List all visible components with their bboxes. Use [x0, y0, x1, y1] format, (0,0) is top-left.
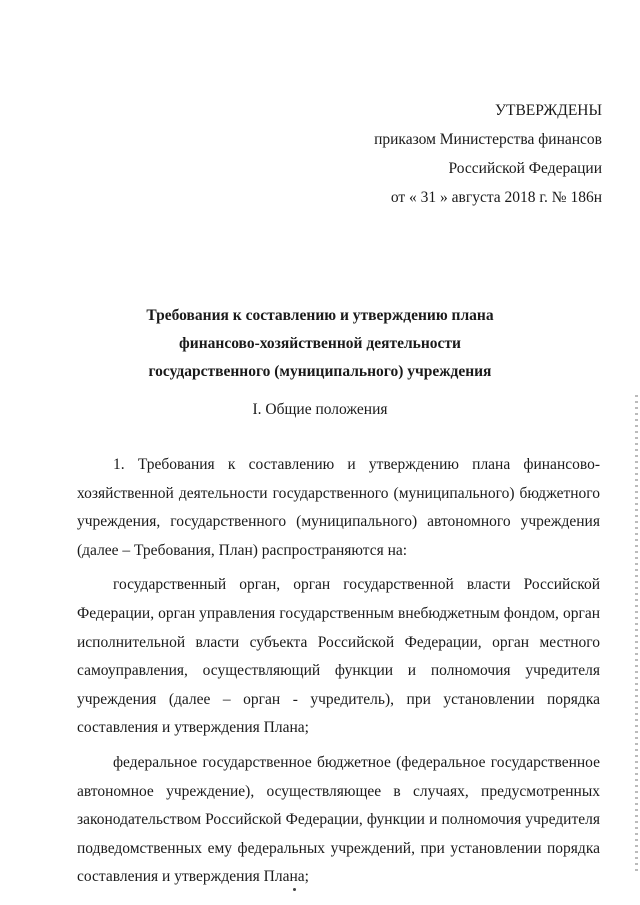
paragraph-2: государственный орган, орган государственной власти Российской Федерации, орган управления государственным внебюджетным фондом, орган исполнительной власти субъекта Российской Федерации, орган местного самоуправления, осуществляющий функции и полномочия учредителя учреждения (далее – орган - учредитель), при установлении порядка составления и утверждения Плана;: [77, 576, 600, 737]
approval-heading: УТВЕРЖДЕНЫ: [495, 102, 602, 119]
approval-date-number: от « 31 » августа 2018 г. № 186н: [390, 189, 602, 206]
scan-edge-artifact: [635, 395, 638, 875]
title-line-2: финансово-хозяйственной деятельности: [179, 335, 461, 352]
section-heading: I. Общие положения: [252, 401, 388, 418]
approval-country-line: Российской Федерации: [448, 160, 602, 177]
paragraph-1: 1. Требования к составлению и утверждению плана финансово-хозяйственной деятельности государственного (муниципального) бюджетного учреждения, государственного (муниципального) автономного учреждения (далее – Требования, План) распространяются на:: [77, 456, 600, 559]
scan-speck: [293, 888, 296, 891]
body-text: [77, 451, 600, 898]
paragraph-3: федеральное государственное бюджетное (федеральное государственное автономное учреждение), осуществляющее в случаях, предусмотренных законодательством Российской Федерации, функции и полномочия учредителя подведомственных ему федеральных учреждений, при установлении порядка составления и утверждения Плана;: [77, 753, 600, 886]
title-line-3: государственного (муниципального) учреждения: [148, 363, 492, 380]
title-line-1: Требования к составлению и утверждению плана: [146, 307, 494, 324]
approval-stamp-block: [374, 96, 602, 212]
document-title: [0, 302, 640, 386]
approval-order-line: приказом Министерства финансов: [374, 131, 602, 148]
